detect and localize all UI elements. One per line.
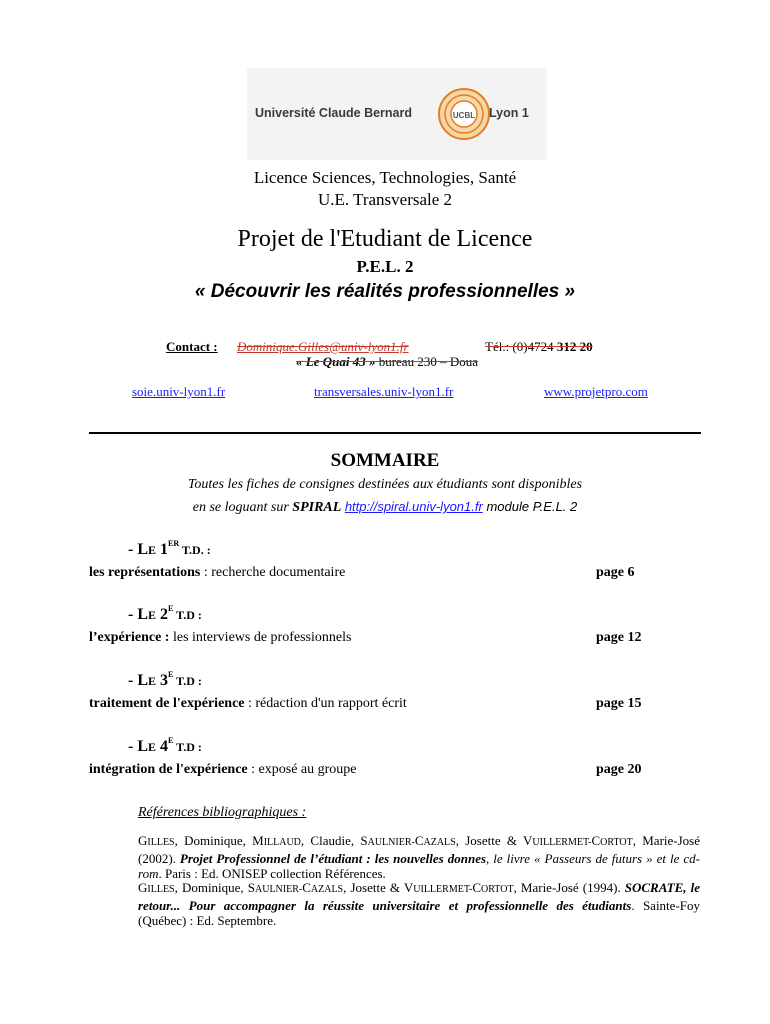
phone-number: 312 20	[556, 339, 593, 354]
seal-icon	[437, 78, 491, 150]
td-heading-4: - LE $4^E$ T.D :	[128, 736, 202, 755]
logo-lyon: Lyon 1	[489, 106, 529, 120]
link-transversales[interactable]: transversales.univ-lyon1.fr	[314, 384, 454, 399]
spiral-label: SPIRAL	[292, 500, 342, 515]
references-title: Références bibliographiques :	[138, 805, 307, 820]
td-description-2: l’expérience : les interviews de professionnels	[89, 630, 352, 645]
td-description-4: intégration de l'expérience : exposé au groupe	[89, 762, 357, 777]
td-description-3: traitement de l'expérience : rédaction d'un rapport écrit	[89, 696, 407, 711]
pel-label: P.E.L. 2	[356, 257, 414, 276]
contact-email-link[interactable]: Dominique.Gilles@univ-lyon1.fr	[237, 339, 409, 354]
td-page-1: page 6	[596, 565, 635, 580]
sommaire-note-line1: Toutes les fiches de consignes destinées aux étudiants sont disponibles	[187, 477, 583, 492]
contact-label: Contact :	[166, 339, 218, 354]
reference-2: GILLES, Dominique, SAULNIER-CAZALS, Josette & VUILLERMET-CORTOT, Marie-José (1994). SOCRATE, le retour... Pour accompagner la réussite universitaire et professionnelle des étudiants. Sainte-Foy (Québec) : Ed. Septembre.	[138, 880, 701, 928]
td-heading-1: - LE 1ER T.D. :	[128, 539, 211, 558]
seal-text: UCBL	[452, 111, 476, 120]
page-title: Projet de l'Etudiant de Licence	[237, 226, 533, 252]
sommaire-title: SOMMAIRE	[330, 450, 440, 471]
td-page-3: page 15	[596, 696, 642, 711]
note-text-a: en se loguant sur	[192, 500, 293, 515]
university-logo	[247, 68, 547, 160]
logo-university-name: Université Claude Bernard	[255, 106, 412, 120]
office-room: bureau 230 – Doua	[375, 354, 478, 369]
td-page-4: page 20	[596, 762, 642, 777]
sommaire-note-line2	[0, 499, 770, 516]
office-name: « Le Quai 43 »	[296, 354, 376, 369]
divider	[89, 432, 701, 434]
td-description-1: les représentations : recherche documentaire	[89, 565, 346, 580]
td-page-2: page 12	[596, 630, 642, 645]
reference-1: GILLES, Dominique, MILLAUD, Claudie, SAULNIER-CAZALS, Josette & VUILLERMET-CORTOT, Marie-José (2002). Projet Professionnel de l’étudiant : les nouvelles donnes, le livre « Passeurs de futurs » et le cd-rom. Paris : Ed. ONISEP collection Références.	[138, 833, 701, 881]
contact-office	[296, 354, 478, 370]
program-line: Licence Sciences, Technologies, Santé	[253, 168, 517, 187]
note-module: module P.E.L. 2	[482, 499, 578, 514]
spiral-link[interactable]: http://spiral.univ-lyon1.fr	[344, 499, 483, 514]
td-heading-3: - LE $3^E$ T.D :	[128, 670, 202, 689]
slogan: « Découvrir les réalités professionnelles »	[194, 281, 576, 302]
phone-prefix: Tél.: (0)4724	[485, 339, 557, 354]
td-heading-2: - LE $2^E$ T.D :	[128, 604, 202, 623]
contact-phone	[485, 339, 593, 355]
ue-line: U.E. Transversale 2	[317, 190, 453, 209]
link-projetpro[interactable]: www.projetpro.com	[544, 384, 648, 399]
link-soie[interactable]: soie.univ-lyon1.fr	[132, 384, 226, 399]
